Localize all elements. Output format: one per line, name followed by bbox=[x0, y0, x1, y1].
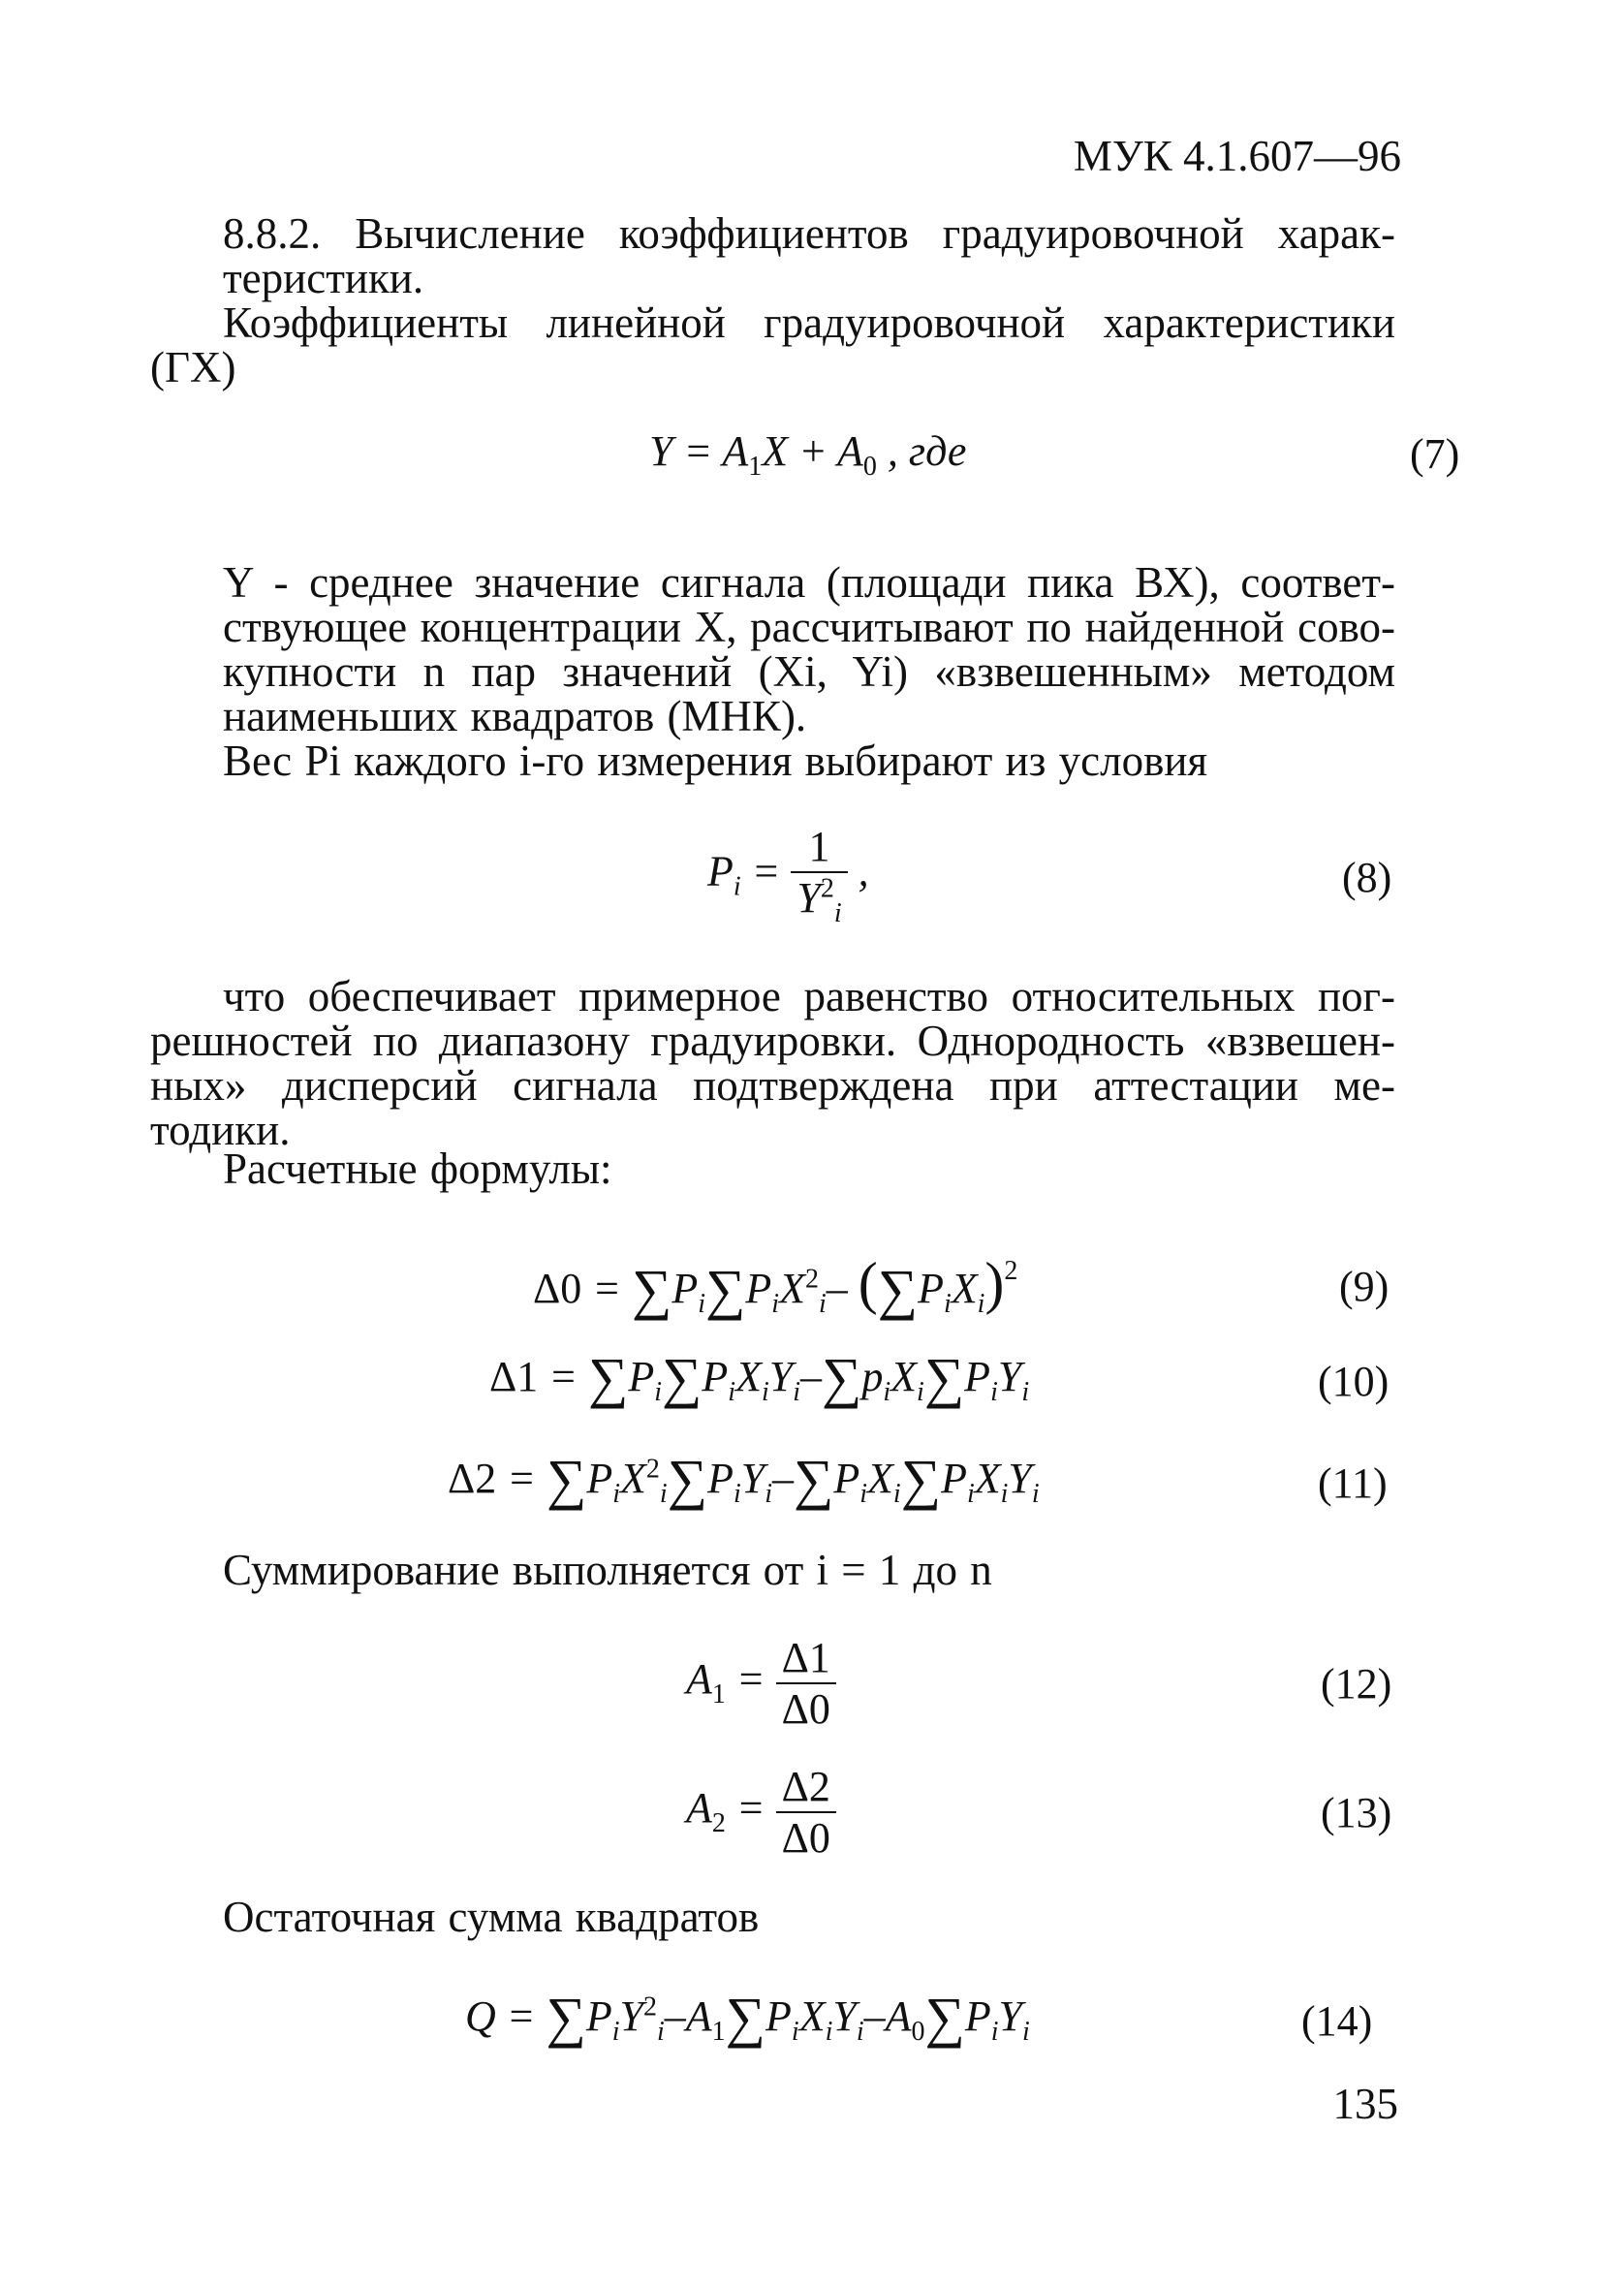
equation-14: $Q = \sum P_iY^2_i-A_1\sum P_iX_iY_i-A_0\sum P_iY_i$ bbox=[465, 1986, 1030, 2049]
text-line: что обеспечивает примерное равенство относительных пог- bbox=[223, 972, 1395, 1020]
document-code: МУК 4.1.607—96 bbox=[1073, 132, 1401, 180]
text-line: ствующее концентрации X, рассчитывают по найденной сово- bbox=[223, 603, 1395, 651]
paragraph-uniformity bbox=[150, 972, 1395, 1154]
fraction: $\frac{\Delta 2}{\Delta 0}$ bbox=[776, 1762, 836, 1863]
equation-number-14: (14) bbox=[1301, 1997, 1373, 2045]
text-line: (ГХ) bbox=[150, 343, 236, 392]
paragraph-coefficients bbox=[150, 298, 1395, 392]
text-line: наименьших квадратов (МНК). bbox=[223, 692, 807, 740]
fraction: $\frac{1}{Y^2_i}$ bbox=[791, 822, 847, 929]
paragraph-residual bbox=[223, 1895, 1395, 1939]
fraction: $\frac{\Delta 1}{\Delta 0}$ bbox=[776, 1633, 836, 1734]
text-line: решностей по диапазону градуировки. Однородность «взвешен- bbox=[150, 1017, 1395, 1065]
equation-8: $P_i$ = $\frac{1}{Y^2_i}$ , bbox=[707, 823, 869, 928]
text-line: Суммирование выполняется от i = 1 до n bbox=[223, 1546, 992, 1594]
paragraph-formulas-heading bbox=[223, 1146, 1395, 1191]
text-line: теристики. bbox=[223, 254, 424, 302]
text-line: Вес Pi каждого i-го измерения выбирают из условия bbox=[223, 737, 1208, 785]
text-line: тодики. bbox=[150, 1106, 291, 1154]
equation-11: $\Delta 2 = \sum P_iX^2_i\sum P_iY_i-\sum P_iX_i\sum P_iX_iY_i$ bbox=[448, 1448, 1040, 1511]
equation-13: $A_2$ = $\frac{\Delta 2}{\Delta 0}$ bbox=[686, 1762, 836, 1863]
equation-number-13: (13) bbox=[1321, 1789, 1392, 1836]
page-number: 135 bbox=[1332, 2080, 1398, 2128]
text-line: купности n пар значений (Xi, Yi) «взвешенным» методом bbox=[223, 647, 1395, 696]
equation-number-7: (7) bbox=[1410, 430, 1460, 478]
equation-10: $\Delta 1 = \sum P_i\sum P_iX_iY_i-\sum p_iX_i\sum P_iY_i$ bbox=[489, 1346, 1030, 1409]
equation-number-9: (9) bbox=[1339, 1263, 1390, 1310]
paragraph-y-definition bbox=[223, 560, 1395, 738]
text-line: 8.8.2. Вычисление коэффициентов градуировочной харак- bbox=[223, 209, 1395, 258]
text-line: Коэффициенты линейной градуировочной характеристики bbox=[223, 298, 1395, 347]
text-line: Y - среднее значение сигнала (площади пика ВХ), соответ- bbox=[223, 558, 1395, 607]
equation-9: $\Delta 0 = \sum P_i\sum P_iX^2_i-$ $(\sum P_iX_i)^2$ bbox=[533, 1251, 1018, 1321]
equation-12: $A_1$ = $\frac{\Delta 1}{\Delta 0}$ bbox=[686, 1633, 836, 1734]
paragraph-section-title bbox=[223, 211, 1395, 300]
equation-number-12: (12) bbox=[1321, 1660, 1392, 1708]
equation-number-8: (8) bbox=[1342, 854, 1392, 901]
paragraph-weight bbox=[223, 738, 1395, 783]
paragraph-summation bbox=[223, 1548, 1395, 1592]
equation-7: $Y = A_1X + A_0$ , где bbox=[649, 427, 967, 482]
equation-number-11: (11) bbox=[1318, 1459, 1388, 1507]
text-line: Расчетные формулы: bbox=[223, 1144, 612, 1193]
text-line: ных» дисперсий сигнала подтверждена при аттестации ме- bbox=[150, 1061, 1395, 1110]
text-line: Остаточная сумма квадратов bbox=[223, 1893, 760, 1941]
equation-number-10: (10) bbox=[1318, 1358, 1390, 1405]
